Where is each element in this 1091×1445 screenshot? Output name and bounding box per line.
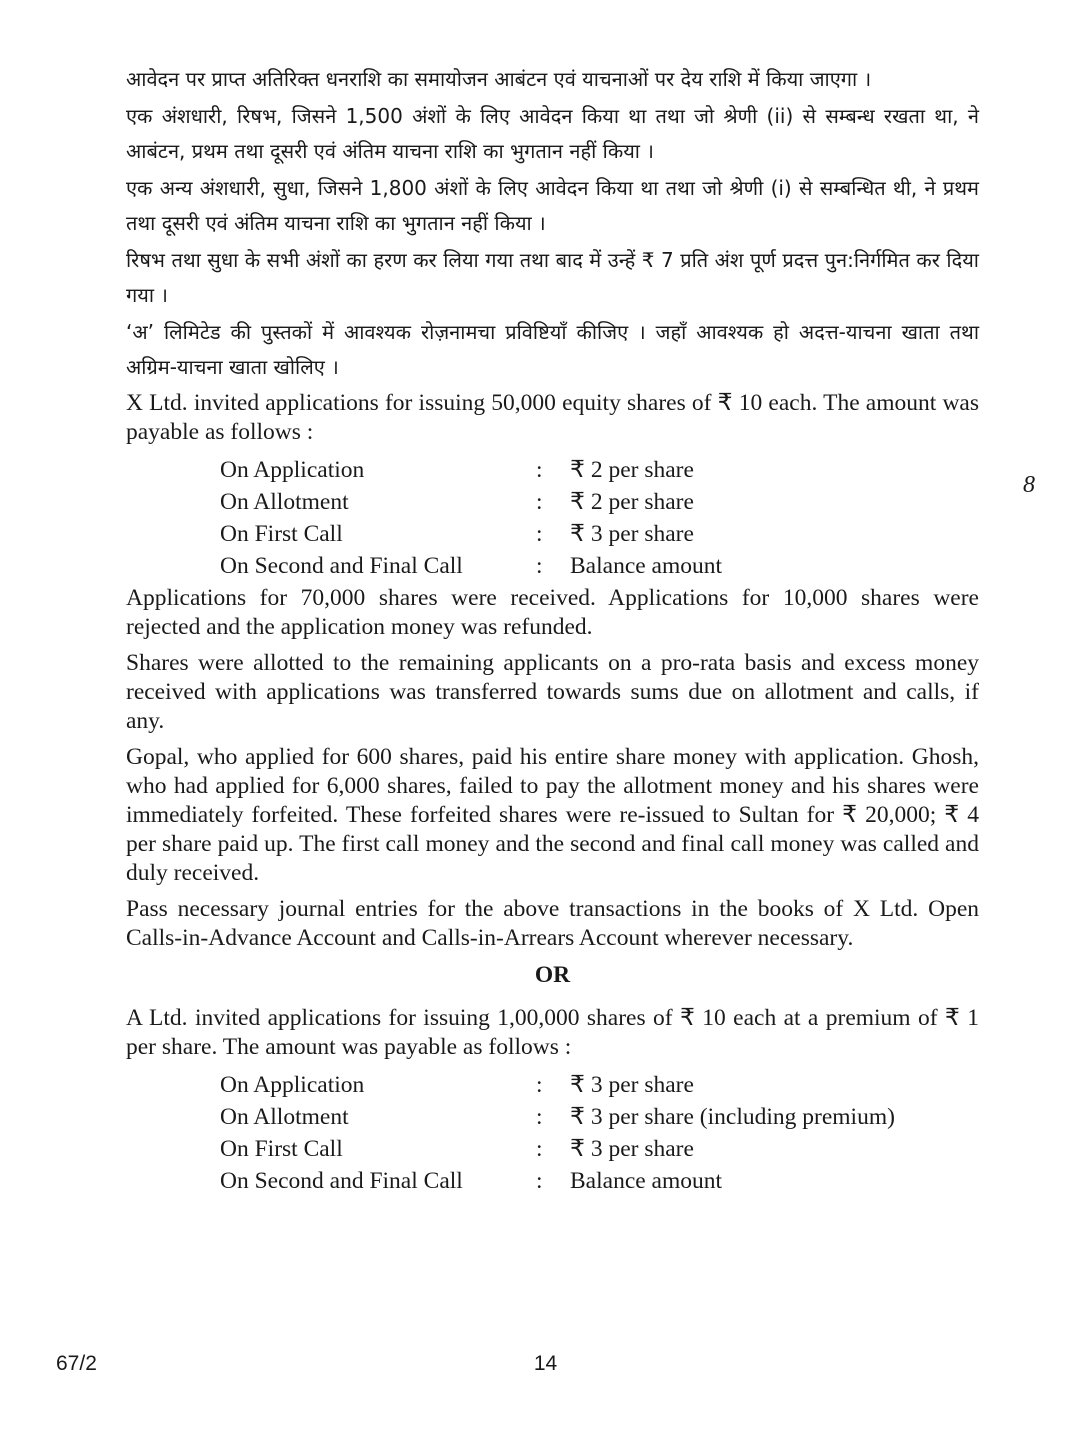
question-page: [126, 62, 979, 1197]
term-value: Balance amount: [570, 553, 723, 579]
question-a-intro: X Ltd. invited applications for issuing 50,000 equity shares of ₹ 10 each. The amount was payable as follows :: [126, 390, 979, 445]
term-separator: :: [536, 1072, 543, 1098]
question-a-paragraph-4: Pass necessary journal entries for the above transactions in the books of X Ltd. Open Calls-in-Advance Account and Calls-in-Arrears Account wherever necessary.: [126, 896, 979, 951]
question-a-payment-terms: [220, 454, 722, 582]
or-separator: OR: [534, 962, 571, 988]
term-value: ₹ 3 per share: [570, 1072, 694, 1098]
term-value: ₹ 3 per share: [570, 521, 694, 547]
question-b-payment-terms: [220, 1069, 895, 1197]
hindi-paragraph-4: रिषभ तथा सुधा के सभी अंशों का हरण कर लिया गया तथा बाद में उन्हें ₹ 7 प्रति अंश पूर्ण प्रदत्त पुन:निर्गमित कर दिया गया ।: [126, 248, 979, 307]
term-label: On Second and Final Call: [220, 1168, 463, 1194]
payment-term-row: [220, 550, 722, 582]
term-separator: :: [536, 1104, 543, 1130]
hindi-paragraph-3: एक अन्य अंशधारी, सुधा, जिसने 1,800 अंशों के लिए आवेदन किया था तथा जो श्रेणी (i) से सम्बन्धित थी, ने प्रथम तथा दूसरी एवं अंतिम याचना राशि का भुगतान नहीं किया ।: [126, 176, 979, 235]
payment-term-row: [220, 1133, 895, 1165]
question-a-paragraph-2: Shares were allotted to the remaining applicants on a pro-rata basis and excess money received with applications was transferred towards sums due on allotment and calls, if any.: [126, 650, 979, 734]
payment-term-row: [220, 518, 722, 550]
term-separator: :: [536, 457, 543, 483]
hindi-paragraph-1: आवेदन पर प्राप्त अतिरिक्त धनराशि का समायोजन आबंटन एवं याचनाओं पर देय राशि में किया जाएगा ।: [126, 67, 872, 91]
payment-term-row: [220, 1165, 895, 1197]
term-value: ₹ 2 per share: [570, 489, 694, 515]
term-label: On Application: [220, 457, 365, 483]
hindi-paragraph-5: ‘अ’ लिमिटेड की पुस्तकों में आवश्यक रोज़नामचा प्रविष्टियाँ कीजिए । जहाँ आवश्यक हो अदत्त-याचना खाता तथा अग्रिम-याचना खाता खोलिए ।: [126, 320, 979, 379]
term-value: ₹ 3 per share (including premium): [570, 1104, 895, 1130]
question-a-paragraph-1: Applications for 70,000 shares were received. Applications for 10,000 shares were rejected and the application money was refunded.: [126, 585, 979, 640]
question-a-paragraph-3: Gopal, who applied for 600 shares, paid his entire share money with application. Ghosh, who had applied for 6,000 shares, failed to pay the allotment money and his shares were immediately forfeited. These forfeited shares were re-issued to Sultan for ₹ 20,000; ₹ 4 per share paid up. The first call money and the second and final call money was called and duly received.: [126, 744, 979, 886]
term-separator: :: [536, 521, 543, 547]
term-value: ₹ 3 per share: [570, 1136, 694, 1162]
term-label: On First Call: [220, 521, 343, 547]
question-b-intro: A Ltd. invited applications for issuing 1,00,000 shares of ₹ 10 each at a premium of ₹ 1 per share. The amount was payable as follows :: [126, 1005, 979, 1060]
term-separator: :: [536, 1136, 543, 1162]
term-separator: :: [536, 489, 543, 515]
term-label: On First Call: [220, 1136, 343, 1162]
term-separator: :: [536, 1168, 543, 1194]
payment-term-row: [220, 1069, 895, 1101]
question-marks: 8: [1023, 472, 1035, 498]
payment-term-row: [220, 486, 722, 518]
payment-term-row: [220, 1101, 895, 1133]
term-label: On Allotment: [220, 489, 349, 515]
term-separator: :: [536, 553, 543, 579]
term-label: On Application: [220, 1072, 365, 1098]
term-label: On Allotment: [220, 1104, 349, 1130]
term-value: Balance amount: [570, 1168, 723, 1194]
paper-code: 67/2: [56, 1352, 97, 1375]
hindi-paragraph-2: एक अंशधारी, रिषभ, जिसने 1,500 अंशों के लिए आवेदन किया था तथा जो श्रेणी (ii) से सम्बन्ध रखता था, ने आबंटन, प्रथम तथा दूसरी एवं अंतिम याचना राशि का भुगतान नहीं किया ।: [126, 104, 979, 163]
payment-term-row: [220, 454, 722, 486]
term-value: ₹ 2 per share: [570, 457, 694, 483]
term-label: On Second and Final Call: [220, 553, 463, 579]
page-number: 14: [533, 1352, 558, 1375]
